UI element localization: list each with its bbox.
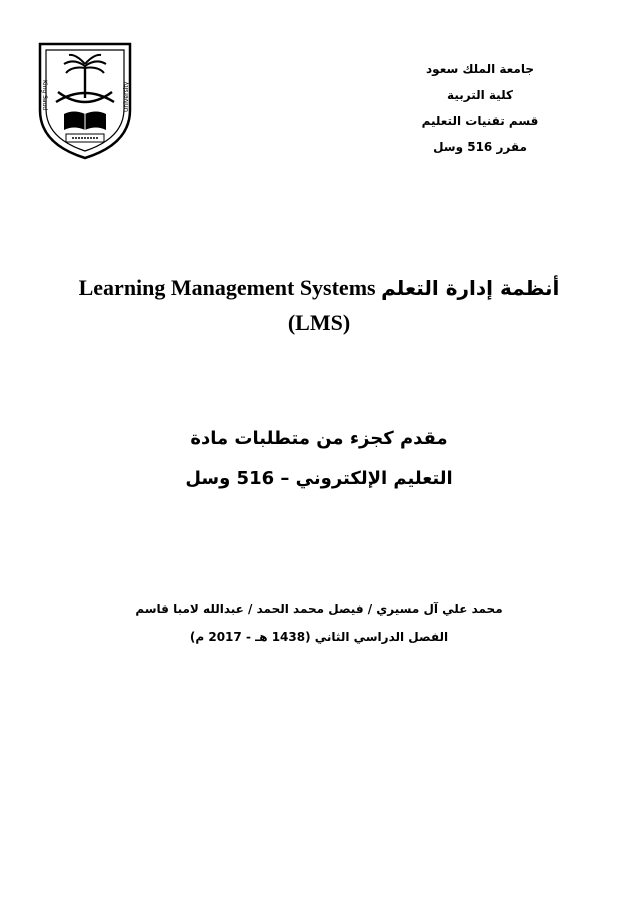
- university-logo: [36, 40, 134, 162]
- svg-text:King Saud: King Saud: [41, 80, 48, 111]
- authors-list: محمد علي آل مسيري / فيصل محمد الحمد / عبدالله لامبا قاسم: [135, 602, 503, 616]
- document-title: [0, 275, 638, 301]
- svg-text:University: University: [123, 81, 130, 112]
- university-name: جامعة الملك سعود: [426, 61, 534, 76]
- course-name: التعليم الإلكتروني – 516 وسل: [185, 468, 453, 489]
- institution-header: [380, 56, 580, 160]
- college-name: كلية التربية: [447, 87, 513, 102]
- title-abbreviation: (LMS): [287, 310, 351, 335]
- title-arabic: أنظمة إدارة التعلم: [381, 276, 560, 300]
- submission-statement: مقدم كجزء من متطلبات مادة: [190, 428, 448, 449]
- university-seal-icon: [36, 40, 134, 162]
- semester-info: الفصل الدراسي الثاني (1438 هـ - 2017 م): [189, 630, 449, 644]
- department-name: قسم تقنيات التعليم: [421, 113, 539, 128]
- title-english: Learning Management Systems: [78, 275, 376, 300]
- course-code: مقرر 516 وسل: [433, 139, 527, 154]
